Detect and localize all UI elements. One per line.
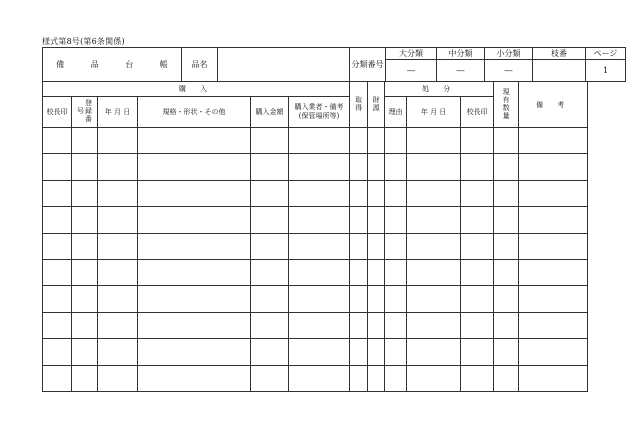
ledger-cell[interactable]	[368, 259, 385, 285]
ledger-cell[interactable]	[407, 312, 461, 338]
ledger-cell[interactable]	[385, 154, 407, 180]
ledger-cell[interactable]	[289, 233, 350, 259]
ledger-cell[interactable]	[494, 128, 519, 154]
ledger-cell[interactable]	[407, 259, 461, 285]
ledger-cell[interactable]	[407, 286, 461, 312]
ledger-cell[interactable]	[98, 180, 138, 206]
spec-header: 規格・形状・その他	[138, 97, 251, 128]
vendor-header	[289, 97, 350, 128]
ledger-cell[interactable]	[251, 365, 289, 391]
ledger-cell[interactable]	[494, 154, 519, 180]
ledger-cell[interactable]	[461, 365, 494, 391]
ledger-cell[interactable]	[368, 128, 385, 154]
ledger-cell[interactable]	[385, 233, 407, 259]
ledger-cell[interactable]	[385, 128, 407, 154]
form-number: 様式第8号(第6条関係)	[42, 37, 125, 46]
ledger-cell[interactable]	[72, 154, 98, 180]
ledger-cell[interactable]	[350, 286, 368, 312]
ledger-cell[interactable]	[368, 365, 385, 391]
ledger-cell[interactable]	[43, 365, 72, 391]
ledger-cell[interactable]	[385, 365, 407, 391]
table-row	[43, 154, 588, 180]
current-qty-header: 現有数量	[494, 82, 519, 128]
ledger-cell[interactable]	[72, 312, 98, 338]
ledger-cell[interactable]	[494, 286, 519, 312]
ledger-cell[interactable]	[138, 312, 251, 338]
table-row	[43, 207, 588, 233]
table-row	[43, 286, 588, 312]
ledger-header	[42, 47, 626, 82]
ledger-cell[interactable]	[350, 207, 368, 233]
ledger-cell[interactable]	[519, 339, 588, 365]
medium-class-label: 中分類	[437, 48, 485, 60]
ledger-cell[interactable]	[494, 207, 519, 233]
ledger-cell[interactable]	[138, 259, 251, 285]
ledger-cell[interactable]	[368, 180, 385, 206]
ledger-cell[interactable]	[289, 312, 350, 338]
ledger-cell[interactable]	[43, 286, 72, 312]
ledger-cell[interactable]	[72, 180, 98, 206]
ledger-cell[interactable]	[350, 233, 368, 259]
ledger-cell[interactable]	[461, 339, 494, 365]
ledger-cell[interactable]	[519, 365, 588, 391]
ledger-cell[interactable]	[289, 339, 350, 365]
ledger-cell[interactable]	[72, 365, 98, 391]
ledger-cell[interactable]	[407, 128, 461, 154]
ledger-cell[interactable]	[289, 259, 350, 285]
ledger-cell[interactable]	[251, 339, 289, 365]
acquisition-header: 取得	[350, 82, 368, 128]
ledger-body	[43, 128, 588, 392]
ledger-cell[interactable]	[72, 286, 98, 312]
ledger-cell[interactable]	[368, 207, 385, 233]
registration-no-header: 登録番号	[72, 97, 98, 128]
ledger-cell[interactable]	[138, 286, 251, 312]
ledger-cell[interactable]	[350, 128, 368, 154]
page-number[interactable]: 1	[586, 60, 626, 82]
vendor-header-line1: 購入業者・備考	[294, 103, 344, 111]
ledger-cell[interactable]	[251, 233, 289, 259]
ledger-cell[interactable]	[350, 339, 368, 365]
ledger-cell[interactable]	[98, 207, 138, 233]
ledger-cell[interactable]	[407, 365, 461, 391]
ledger-cell[interactable]	[461, 180, 494, 206]
ledger-cell[interactable]	[519, 259, 588, 285]
large-class-field[interactable]: ―	[386, 60, 437, 82]
finance-header: 財源	[368, 82, 385, 128]
purchase-group-header: 購 入	[43, 82, 350, 97]
ledger-cell[interactable]	[98, 154, 138, 180]
ledger-cell[interactable]	[138, 365, 251, 391]
ledger-cell[interactable]	[385, 207, 407, 233]
ledger-cell[interactable]	[98, 286, 138, 312]
ledger-cell[interactable]	[519, 207, 588, 233]
branch-label: 枝番	[533, 48, 586, 60]
date-header: 年 月 日	[98, 97, 138, 128]
item-name-label: 品名	[182, 48, 218, 82]
ledger-cell[interactable]	[138, 128, 251, 154]
disposal-group-header: 処 分	[385, 82, 494, 97]
ledger-cell[interactable]	[251, 259, 289, 285]
ledger-cell[interactable]	[519, 233, 588, 259]
table-row	[43, 128, 588, 154]
ledger-cell[interactable]	[251, 207, 289, 233]
ledger-cell[interactable]	[368, 286, 385, 312]
ledger-cell[interactable]	[461, 154, 494, 180]
ledger-cell[interactable]	[461, 286, 494, 312]
ledger-cell[interactable]	[98, 259, 138, 285]
ledger-cell[interactable]	[138, 233, 251, 259]
ledger-cell[interactable]	[407, 154, 461, 180]
ledger-cell[interactable]	[519, 312, 588, 338]
table-row	[43, 312, 588, 338]
ledger-cell[interactable]	[368, 233, 385, 259]
ledger-cell[interactable]	[494, 233, 519, 259]
ledger-cell[interactable]	[519, 154, 588, 180]
ledger-cell[interactable]	[43, 154, 72, 180]
ledger-cell[interactable]	[385, 286, 407, 312]
ledger-cell[interactable]	[289, 207, 350, 233]
ledger-cell[interactable]	[43, 259, 72, 285]
small-class-field[interactable]: ―	[485, 60, 533, 82]
ledger-cell[interactable]	[519, 128, 588, 154]
ledger-cell[interactable]	[251, 154, 289, 180]
ledger-cell[interactable]	[407, 339, 461, 365]
ledger-cell[interactable]	[385, 312, 407, 338]
ledger-cell[interactable]	[519, 286, 588, 312]
disposal-seal-header: 校長印	[461, 97, 494, 128]
vendor-header-line2: (保管場所等)	[298, 112, 340, 120]
ledger-cell[interactable]	[138, 180, 251, 206]
branch-field[interactable]	[533, 60, 586, 82]
ledger-cell[interactable]	[72, 259, 98, 285]
table-row	[43, 365, 588, 391]
ledger-title: 備 品 台 帳	[43, 48, 182, 82]
ledger-cell[interactable]	[350, 259, 368, 285]
ledger-cell[interactable]	[368, 312, 385, 338]
ledger-cell[interactable]	[98, 233, 138, 259]
ledger-cell[interactable]	[289, 128, 350, 154]
ledger-cell[interactable]	[138, 207, 251, 233]
ledger-cell[interactable]	[98, 365, 138, 391]
ledger-cell[interactable]	[138, 339, 251, 365]
reason-header: 理由	[385, 97, 407, 128]
ledger-cell[interactable]	[251, 312, 289, 338]
large-class-label: 大分類	[386, 48, 437, 60]
ledger-cell[interactable]	[494, 312, 519, 338]
ledger-cell[interactable]	[289, 154, 350, 180]
ledger-cell[interactable]	[461, 233, 494, 259]
ledger-cell[interactable]	[43, 180, 72, 206]
ledger-cell[interactable]	[368, 339, 385, 365]
ledger-cell[interactable]	[407, 180, 461, 206]
table-row	[43, 339, 588, 365]
ledger-cell[interactable]	[98, 339, 138, 365]
disposal-date-header: 年 月 日	[407, 97, 461, 128]
ledger-cell[interactable]	[350, 365, 368, 391]
ledger-cell[interactable]	[289, 180, 350, 206]
amount-header: 購入金額	[251, 97, 289, 128]
ledger-cell[interactable]	[368, 154, 385, 180]
ledger-cell[interactable]	[461, 207, 494, 233]
ledger-cell[interactable]	[98, 128, 138, 154]
page-label: ページ	[586, 48, 626, 60]
ledger-cell[interactable]	[98, 312, 138, 338]
ledger-cell[interactable]	[350, 154, 368, 180]
ledger-cell[interactable]	[494, 339, 519, 365]
ledger-cell[interactable]	[350, 180, 368, 206]
ledger-table	[42, 81, 588, 392]
ledger-cell[interactable]	[138, 154, 251, 180]
ledger-cell[interactable]	[289, 365, 350, 391]
table-row	[43, 180, 588, 206]
ledger-cell[interactable]	[72, 128, 98, 154]
ledger-cell[interactable]	[494, 365, 519, 391]
ledger-cell[interactable]	[385, 259, 407, 285]
ledger-cell[interactable]	[461, 128, 494, 154]
ledger-cell[interactable]	[72, 207, 98, 233]
ledger-cell[interactable]	[407, 207, 461, 233]
ledger-cell[interactable]	[385, 180, 407, 206]
ledger-cell[interactable]	[494, 259, 519, 285]
classification-label: 分類番号	[350, 48, 386, 82]
ledger-cell[interactable]	[72, 233, 98, 259]
table-row	[43, 259, 588, 285]
ledger-cell[interactable]	[43, 128, 72, 154]
ledger-cell[interactable]	[43, 312, 72, 338]
ledger-cell[interactable]	[251, 180, 289, 206]
ledger-cell[interactable]	[407, 233, 461, 259]
ledger-cell[interactable]	[43, 339, 72, 365]
table-row	[43, 233, 588, 259]
ledger-cell[interactable]	[494, 180, 519, 206]
ledger-cell[interactable]	[519, 180, 588, 206]
item-name-field[interactable]	[218, 48, 350, 82]
medium-class-field[interactable]: ―	[437, 60, 485, 82]
small-class-label: 小分類	[485, 48, 533, 60]
ledger-cell[interactable]	[43, 233, 72, 259]
ledger-cell[interactable]	[72, 339, 98, 365]
ledger-cell[interactable]	[461, 259, 494, 285]
ledger-cell[interactable]	[43, 207, 72, 233]
principal-seal-header: 校長印	[43, 97, 72, 128]
remarks-header: 備 考	[519, 82, 588, 128]
ledger-cell[interactable]	[251, 128, 289, 154]
ledger-cell[interactable]	[251, 286, 289, 312]
ledger-cell[interactable]	[461, 312, 494, 338]
ledger-cell[interactable]	[385, 339, 407, 365]
ledger-cell[interactable]	[350, 312, 368, 338]
ledger-cell[interactable]	[289, 286, 350, 312]
